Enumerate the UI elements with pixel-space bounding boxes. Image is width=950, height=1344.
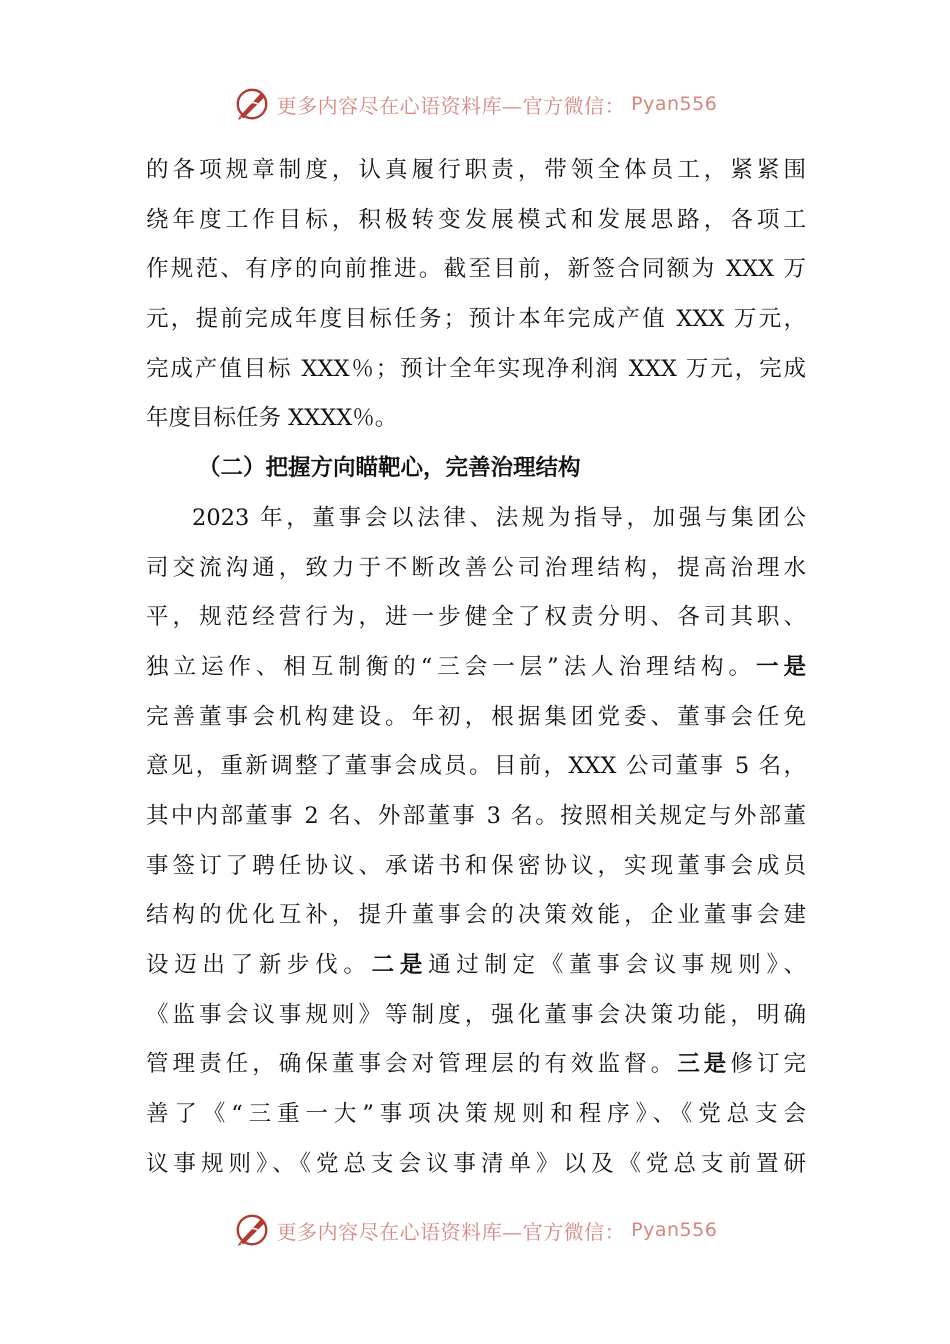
footer-banner-text: 更多内容尽在心语资料库—官方微信： — [276, 1219, 626, 1244]
line-text: 通过制定《董事会议事规则》、 — [428, 952, 806, 978]
paragraph-line: 善了《“三重一大”事项决策规则和程序》、《党总支会 — [146, 1101, 806, 1128]
footer-banner-content — [233, 1211, 718, 1249]
paragraph-line: 2023 年，董事会以法律、法规为指导，加强与集团公 — [192, 504, 806, 531]
line-text: 修订完 — [730, 1051, 806, 1078]
paragraph-line: 意见，重新调整了董事会成员。目前，XXX 公司董事 5 名， — [146, 753, 806, 780]
header-banner-wechat-id: Pyan556 — [631, 93, 718, 115]
paragraph-line: 平，规范经营行为，进一步健全了权责分明、各司其职、 — [146, 604, 806, 631]
paragraph-line: 司交流沟通，致力于不断改善公司治理结构，提高治理水 — [146, 554, 806, 581]
header-banner — [0, 82, 950, 126]
footer-banner — [0, 1208, 950, 1252]
paragraph-line: 结构的优化互补，提升董事会的决策效能，企业董事会建 — [146, 902, 806, 929]
header-banner-text: 更多内容尽在心语资料库—官方微信： — [276, 93, 626, 118]
paragraph-line: 元，提前完成年度目标任务；预计本年完成产值 XXX 万元， — [146, 306, 806, 333]
paragraph-line: 绕年度工作目标，积极转变发展模式和发展思路，各项工 — [146, 206, 806, 233]
line-text: 管理责任，确保董事会对管理层的有效监督。 — [146, 1051, 678, 1078]
document-body — [146, 146, 806, 1189]
bold-marker: 一是 — [756, 653, 806, 680]
paragraph-line — [146, 643, 806, 693]
footer-banner-wechat-id: Pyan556 — [631, 1219, 718, 1241]
paragraph-line — [146, 1040, 806, 1090]
paragraph-line: 的各项规章制度，认真履行职责，带领全体员工，紧紧围 — [146, 157, 806, 183]
paragraph-line — [146, 941, 806, 991]
bold-marker: 三是 — [677, 1051, 731, 1078]
line-text: 设迈出了新步伐。 — [146, 952, 372, 978]
paragraph-line: 其中内部董事 2 名、外部董事 3 名。按照相关规定与外部董 — [146, 802, 806, 829]
paragraph-line: 事签订了聘任协议、承诺书和保密协议，实现董事会成员 — [146, 852, 806, 879]
pen-logo-icon — [233, 85, 271, 123]
bold-marker: 二是 — [371, 952, 429, 978]
paragraph-line: 完成产值目标 XXX％；预计全年实现净利润 XXX 万元，完成 — [146, 355, 806, 382]
paragraph-line: 《监事会议事规则》等制度，强化董事会决策功能，明确 — [146, 1001, 806, 1028]
paragraph-line: 议事规则》、《党总支会议事清单》以及《党总支前置研 — [146, 1150, 806, 1177]
section-heading: （二）把握方向瞄靶心，完善治理结构 — [198, 455, 581, 482]
paragraph-line: 年度目标任务 XXXX％。 — [146, 405, 398, 432]
paragraph-line: 完善董事会机构建设。年初，根据集团党委、董事会任免 — [146, 703, 806, 730]
header-banner-content — [233, 85, 718, 123]
line-text: 独立运作、相互制衡的“三会一层”法人治理结构。 — [146, 653, 756, 680]
paragraph-line: 作规范、有序的向前推进。截至目前，新签合同额为 XXX 万 — [146, 256, 806, 283]
pen-logo-icon — [233, 1211, 271, 1249]
